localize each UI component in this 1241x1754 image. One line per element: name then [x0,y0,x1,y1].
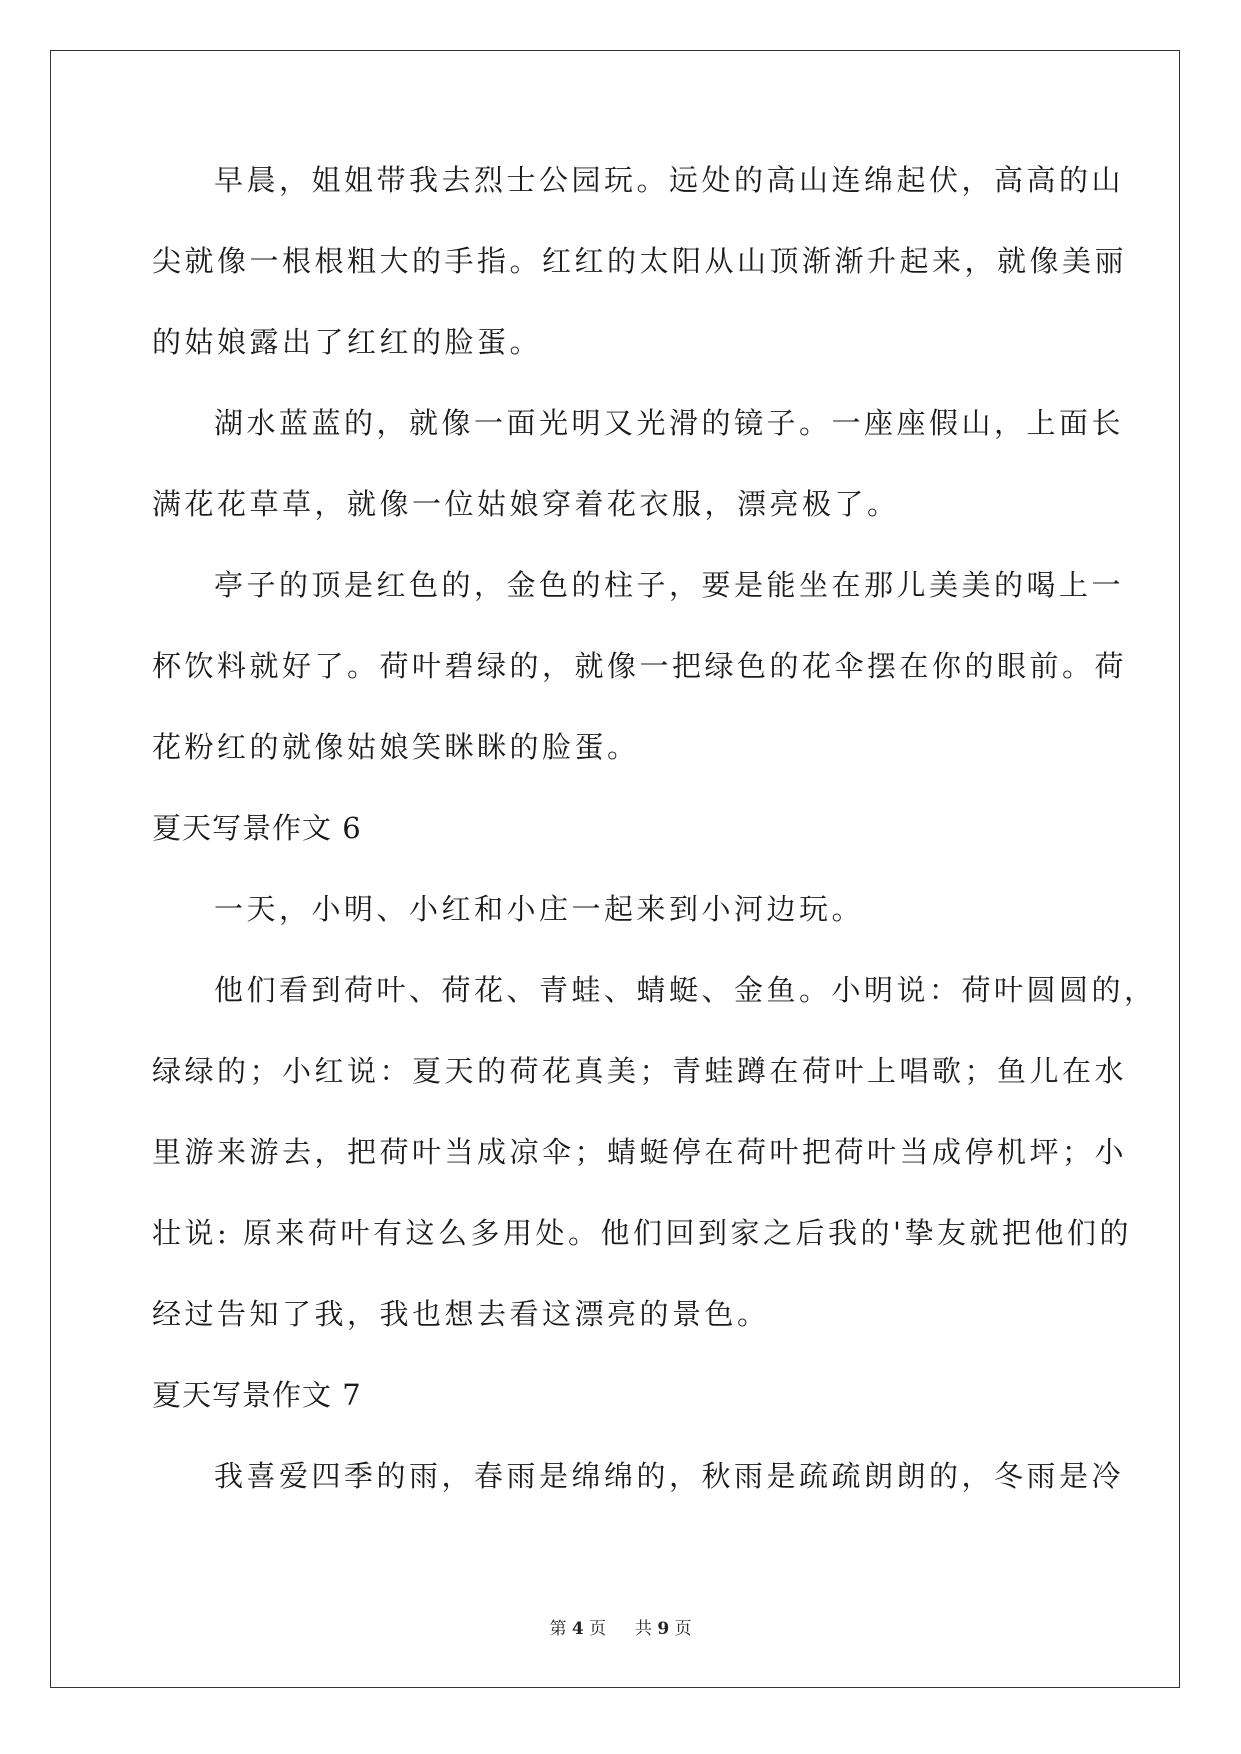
paragraph-line: 花粉红的就像姑娘笑眯眯的脸蛋。 [152,730,640,764]
document-body [152,162,1157,1539]
paragraph-line: 里游来游去，把荷叶当成凉伞；蜻蜓停在荷叶把荷叶当成停机坪；小 [152,1135,1128,1169]
paragraph-line: 绿绿的；小红说：夏天的荷花真美；青蛙蹲在荷叶上唱歌；鱼儿在水 [152,1054,1128,1088]
paragraph-line: 满花花草草，就像一位姑娘穿着花衣服，漂亮极了。 [152,487,900,521]
total-suffix: 页 [674,1619,692,1639]
paragraph-line: 他们看到荷叶、荷花、青蛙、蜻蜓、金鱼。小明说：荷叶圆圆的， [214,973,1157,1007]
paragraph-line: 经过告知了我，我也想去看这漂亮的景色。 [152,1297,770,1331]
total-prefix: 共 [634,1619,652,1639]
page-footer [0,1618,1241,1640]
section-heading: 夏天写景作文 6 [152,811,362,845]
page-mid: 页 [589,1619,607,1639]
paragraph-line: 杯饮料就好了。荷叶碧绿的，就像一把绿色的花伞摆在你的眼前。荷 [152,649,1128,683]
paragraph-line: 尖就像一根根粗大的手指。红红的太阳从山顶渐渐升起来，就像美丽 [152,244,1128,278]
page-total: 9 [657,1619,670,1639]
paragraph-line: 我喜爱四季的雨，春雨是绵绵的，秋雨是疏疏朗朗的，冬雨是冷 [214,1459,1125,1493]
paragraph-line: 一天，小明、小红和小庄一起来到小河边玩。 [214,892,865,926]
paragraph-line: 亭子的顶是红色的，金色的柱子，要是能坐在那儿美美的喝上一 [214,568,1125,602]
section-heading: 夏天写景作文 7 [152,1378,362,1412]
paragraph-line: 早晨，姐姐带我去烈士公园玩。远处的高山连绵起伏，高高的山 [214,163,1125,197]
page-prefix: 第 [549,1619,567,1639]
paragraph-line: 壮说: 原来荷叶有这么多用处。他们回到家之后我的'挚友就把他们的 [152,1216,1132,1250]
paragraph-line: 的姑娘露出了红红的脸蛋。 [152,325,543,359]
paragraph-line: 湖水蓝蓝的，就像一面光明又光滑的镜子。一座座假山，上面长 [214,406,1125,440]
page-current: 4 [571,1619,584,1639]
